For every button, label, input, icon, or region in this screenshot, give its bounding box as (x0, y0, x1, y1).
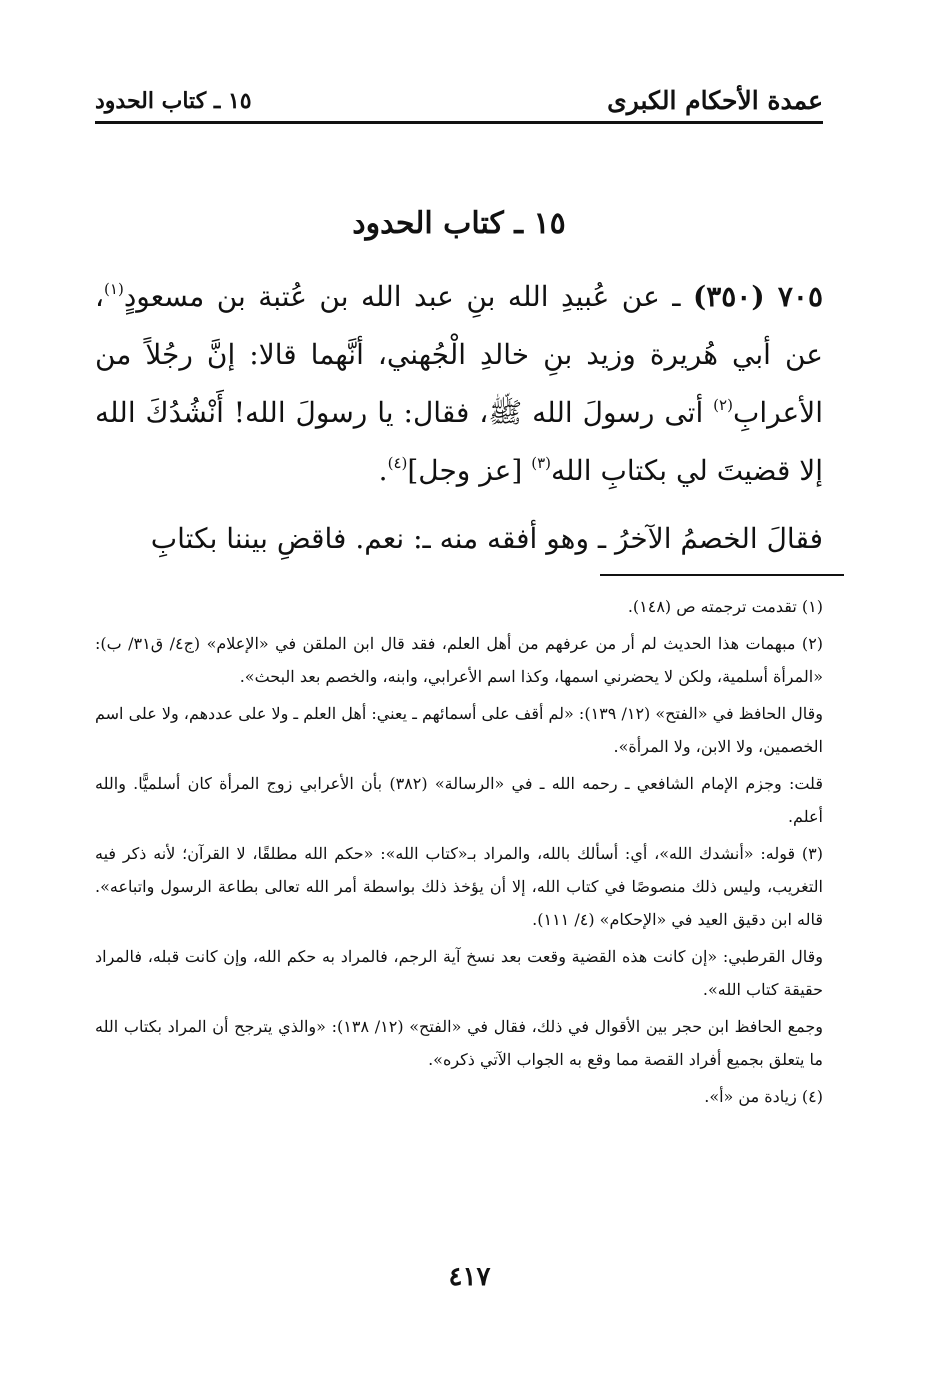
hadith-text-segment: ـ عن عُبيدِ الله بنِ عبد الله بن عُتبة بن مسعودٍ (123, 280, 693, 313)
running-header (95, 80, 823, 124)
footnote-3-continued: وقال القرطبي: «إن كانت هذه القضية وقعت بعد نسخ آية الرجم، فالمراد به حكم الله، وإن كانت قبله، فالمراد حقيقة كتاب الله». (95, 947, 823, 999)
footnotes (95, 590, 823, 1117)
footnote-divider (600, 574, 844, 576)
footnote-ref-3: (٣) (531, 453, 551, 472)
hadith-paragraph-2: فقالَ الخصمُ الآخرُ ـ وهو أفقه منه ـ: نعم. فاقضِ بيننا بكتابِ (150, 522, 823, 555)
footnote-3-conclusion: وجمع الحافظ ابن حجر بين الأقوال في ذلك، فقال في «الفتح» (١٢/ ١٣٨): «والذي يترجح أن المراد بكتاب الله ما يتعلق بجميع أفراد القصة مما وقع به الجواب الآتي ذكره». (95, 1017, 823, 1069)
hadith-text-segment: [عز وجل] (407, 454, 532, 487)
header-divider (95, 121, 823, 124)
header-chapter-title: ١٥ ـ كتاب الحدود (95, 88, 252, 114)
footnote-1: (١) تقدمت ترجمته ص (١٤٨). (627, 597, 823, 616)
footnote-3: (٣) قوله: «أنشدك الله»، أي: أسألك بالله، والمراد بـ«كتاب الله»: «حكم الله مطلقًا، لا القرآن؛ لأنه ذكر فيه التغريب، وليس ذلك منصوصًا في كتاب الله، إلا أن يؤخذ ذلك بواسطة أمر الله تعالى بطاعة الرسول واتباعه». قاله ابن دقيق العيد في «الإحكام» (٤/ ١١١). (95, 844, 823, 929)
footnote-2-remark: قلت: وجزم الإمام الشافعي ـ رحمه الله ـ في «الرسالة» (٣٨٢) بأن الأعرابي زوج المرأة كان أسلميًّا. والله أعلم. (95, 774, 823, 826)
footnote-ref-4: (٤) (387, 453, 408, 472)
chapter-heading: ١٥ ـ كتاب الحدود (352, 206, 566, 241)
footnote-4: (٤) زيادة من «أ». (704, 1087, 823, 1106)
footnote-2-continued: وقال الحافظ في «الفتح» (١٢/ ١٣٩): «لم أقف على أسمائهم ـ يعني: أهل العلم ـ ولا على عددهم، ولا على اسم الخصمين، ولا الابن، ولا المرأة». (95, 704, 824, 756)
hadith-text-segment: أتى رسولَ الله ﷺ، فقال: يا رسولَ الله! أَنْشُدُكَ الله إلا قضيتَ لي بكتابِ الله (95, 396, 823, 487)
footnote-ref-2: (٢) (713, 395, 733, 414)
footnote-ref-1: (١) (104, 279, 124, 298)
hadith-text-segment: . (378, 454, 388, 487)
hadith-number: ٧٠٥ (٣٥٠) (692, 280, 824, 313)
header-book-title: عمدة الأحكام الكبرى (607, 86, 823, 115)
page-number: ٤١٧ (448, 1262, 491, 1292)
hadith-paragraph-1 (95, 268, 823, 500)
footnote-2: (٢) مبهمات هذا الحديث لم أر من عرفهم من أهل العلم، فقد قال ابن الملقن في «الإعلام» (ج٤/ ق٣١/ ب): «المرأة أسلمية، ولكن لا يحضرني اسمها، وكذا اسم الأعرابي، وابنه، والخصم بعد البحث». (95, 634, 824, 686)
hadith-text-segment: ، عن أبي هُريرة وزيد بنِ خالدِ الْجُهني، أنَّهما قالا: إنَّ رجُلاً من الأعرابِ (95, 280, 823, 429)
hadith-text (95, 268, 823, 578)
